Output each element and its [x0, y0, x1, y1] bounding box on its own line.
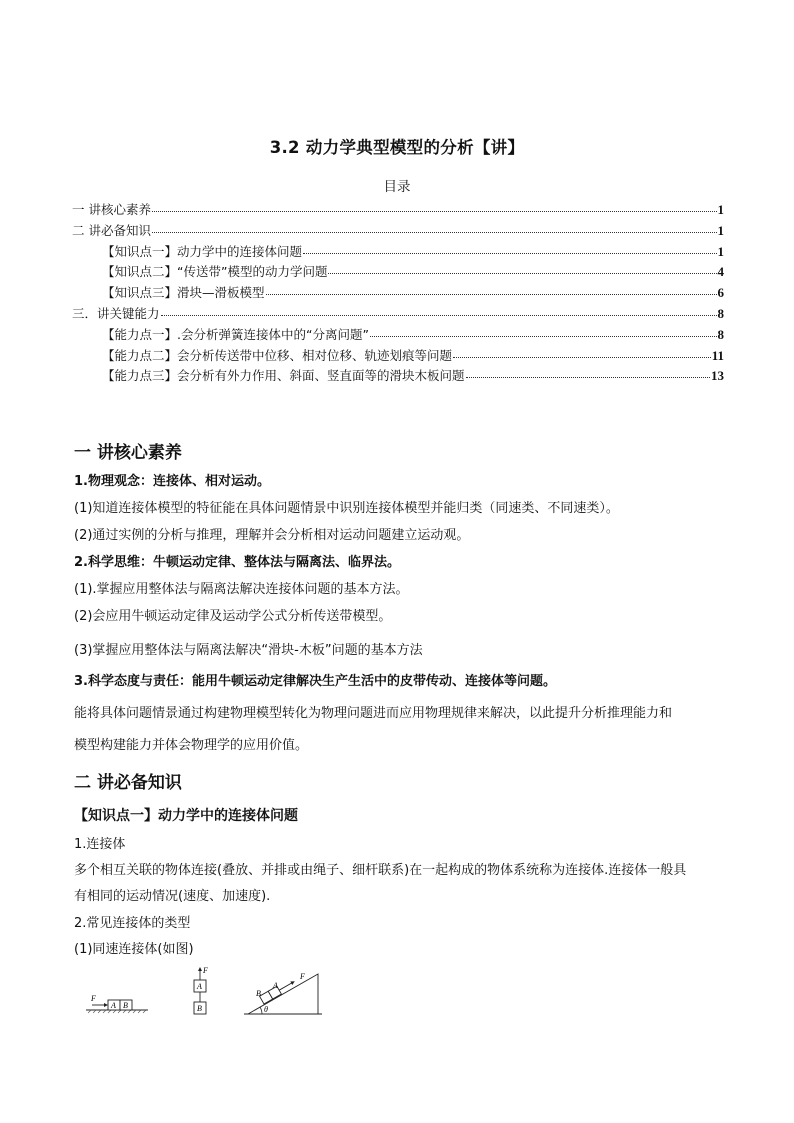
paragraph: (1)知道连接体模型的特征能在具体问题情景中识别连接体模型并能归类（同速类、不同速类）。 [74, 501, 619, 516]
toc-entry[interactable] [72, 200, 724, 221]
toc-entry-label: 【能力点三】会分析有外力作用、斜面、竖直面等的滑块木板问题 [102, 368, 465, 384]
toc-entry-page: 8 [717, 326, 724, 342]
paragraph: 2.科学思维：牛顿运动定律、整体法与隔离法、临界法。 [74, 555, 400, 570]
document-title: 3.2 动力学典型模型的分析【讲】 [269, 138, 525, 157]
toc-leader-dots [328, 273, 716, 274]
force-label: F [300, 972, 305, 981]
toc-entry[interactable] [72, 325, 724, 346]
toc-entry-label: 【知识点二】“传送带”模型的动力学问题 [102, 264, 328, 280]
block-label: A [197, 982, 202, 991]
paragraph: 3.科学态度与责任：能用牛顿运动定律解决生产生活中的皮带传动、连接体等问题。 [74, 674, 556, 689]
section-heading-core-literacy: 一 讲核心素养 [74, 443, 182, 463]
knowledge-point-heading: 【知识点一】动力学中的连接体问题 [74, 808, 298, 824]
paragraph: (1).掌握应用整体法与隔离法解决连接体问题的基本方法。 [74, 582, 409, 597]
paragraph: (1)同速连接体(如图) [74, 942, 194, 957]
toc-leader-dots [152, 232, 717, 233]
toc-leader-dots [266, 294, 717, 295]
paragraph: 1.连接体 [74, 837, 126, 852]
toc-heading: 目录 [383, 179, 411, 195]
figure-incline [244, 972, 322, 1014]
toc-entry[interactable] [72, 262, 724, 283]
angle-label: θ [264, 1005, 268, 1014]
block-label: A [273, 981, 278, 990]
block-label: B [197, 1004, 202, 1013]
toc-leader-dots [152, 211, 717, 212]
paragraph: (3)掌握应用整体法与隔离法解决“滑块-木板”问题的基本方法 [74, 643, 423, 658]
toc-entry[interactable] [72, 221, 724, 242]
toc-leader-dots [466, 377, 710, 378]
paragraph: 多个相互关联的物体连接(叠放、并排或由绳子、细杆联系)在一起构成的物体系统称为连接体.连接体一般具 [74, 863, 687, 878]
toc-entry-label: 【能力点二】会分析传送带中位移、相对位移、轨迹划痕等问题 [102, 347, 453, 363]
toc-entry-page: 13 [711, 368, 724, 384]
toc-entry-page: 1 [717, 222, 724, 238]
paragraph: (2)通过实例的分析与推理，理解并会分析相对运动问题建立运动观。 [74, 528, 470, 543]
figure-vertical-lift [194, 966, 208, 1014]
paragraph: 能将具体问题情景通过构建物理模型转化为物理问题进而应用物理规律来解决，以此提升分析推理能力和 [74, 706, 673, 721]
toc-entry-page: 4 [717, 264, 724, 280]
table-of-contents [72, 200, 724, 387]
connected-bodies-figures [86, 964, 346, 1024]
toc-entry-page: 1 [717, 202, 724, 217]
toc-entry-page: 1 [717, 243, 724, 259]
toc-entry-label: 一 讲核心素养 [72, 202, 151, 217]
figure-horizontal-push [86, 994, 148, 1013]
paragraph: 2.常见连接体的类型 [74, 916, 191, 931]
toc-entry-page: 6 [717, 285, 724, 301]
paragraph: 有相同的运动情况(速度、加速度). [74, 889, 271, 904]
block-label: B [256, 989, 261, 998]
block-label: A [111, 1001, 116, 1010]
toc-entry-label: 二 讲必备知识 [72, 222, 151, 238]
figure-svg [86, 964, 346, 1024]
force-label: F [203, 966, 208, 975]
toc-leader-dots [370, 336, 717, 337]
toc-entry[interactable] [72, 304, 724, 325]
toc-leader-dots [303, 253, 716, 254]
toc-leader-dots [161, 315, 717, 316]
paragraph: (2)会应用牛顿运动定律及运动学公式分析传送带模型。 [74, 609, 392, 624]
toc-leader-dots [453, 357, 711, 358]
toc-entry-page: 11 [711, 347, 724, 363]
paragraph: 模型构建能力并体会物理学的应用价值。 [74, 738, 309, 753]
toc-entry[interactable] [72, 242, 724, 263]
toc-entry[interactable] [72, 283, 724, 304]
force-label: F [91, 994, 96, 1003]
toc-entry[interactable] [72, 346, 724, 367]
section-heading-essential-knowledge: 二 讲必备知识 [74, 773, 182, 793]
toc-entry-label: 【能力点一】.会分析弹簧连接体中的“分离问题” [102, 326, 369, 342]
toc-entry-label: 【知识点三】滑块—滑板模型 [102, 285, 265, 301]
toc-entry[interactable] [72, 366, 724, 387]
paragraph: 1.物理观念：连接体、相对运动。 [74, 474, 270, 489]
toc-entry-label: 三．讲关键能力 [72, 305, 160, 321]
toc-entry-label: 【知识点一】动力学中的连接体问题 [102, 243, 303, 259]
toc-entry-page: 8 [717, 305, 724, 321]
block-label: B [123, 1001, 128, 1010]
